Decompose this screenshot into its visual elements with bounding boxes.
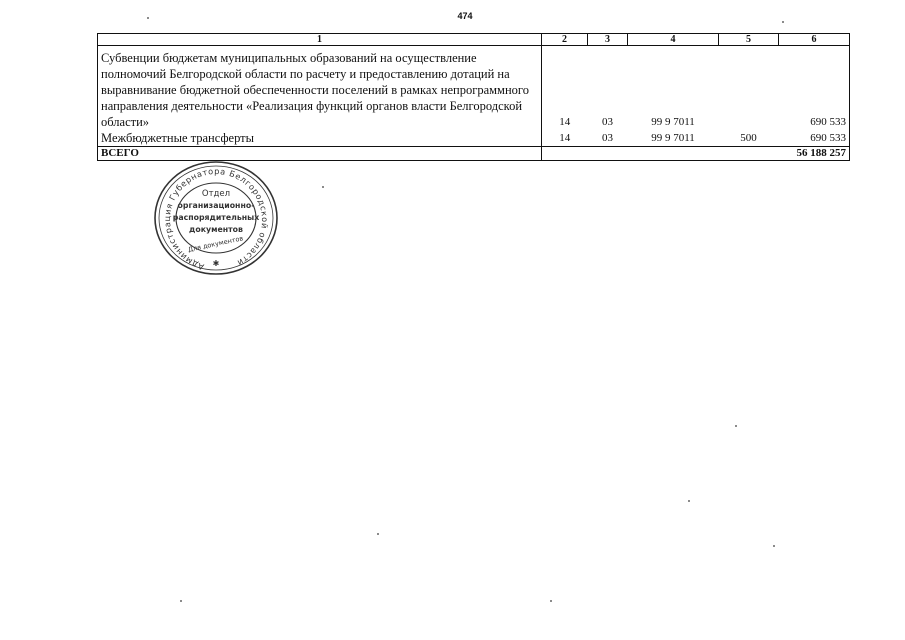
scan-speckle <box>773 545 775 547</box>
row-expense-type <box>719 46 779 131</box>
row-expense-type: 500 <box>740 132 757 144</box>
stamp-bottom-text: Для документов <box>187 234 244 254</box>
column-header: 5 <box>719 34 779 46</box>
scan-speckle <box>735 425 737 427</box>
column-header: 1 <box>98 34 542 46</box>
column-header: 6 <box>779 34 850 46</box>
row-target-article: 99 9 7011 <box>651 116 695 128</box>
stamp-inner-line: документов <box>189 225 243 234</box>
budget-table <box>97 33 850 161</box>
row-section: 14 <box>542 130 588 147</box>
row-target-article: 99 9 7011 <box>651 132 695 144</box>
scan-speckle <box>550 600 552 602</box>
scan-speckle <box>322 186 324 188</box>
star-icon: ✱ <box>212 259 220 268</box>
total-spacer <box>719 147 779 161</box>
scan-speckle <box>688 500 690 502</box>
stamp-inner-line: организационно- <box>177 201 255 210</box>
column-header: 4 <box>628 34 719 46</box>
row-amount: 690 533 <box>779 130 850 147</box>
scan-speckle <box>180 600 182 602</box>
row-subsection: 03 <box>602 132 613 144</box>
page-number: 474 <box>457 11 473 21</box>
total-spacer <box>542 147 588 161</box>
row-section: 14 <box>542 46 588 131</box>
table-row <box>98 46 850 131</box>
row-description: Межбюджетные трансферты <box>98 130 542 147</box>
column-header: 2 <box>542 34 588 46</box>
total-spacer <box>588 147 628 161</box>
official-stamp <box>152 158 280 276</box>
row-amount: 690 533 <box>779 46 850 131</box>
column-header: 3 <box>588 34 628 46</box>
table-header-row <box>98 34 850 46</box>
row-description: Субвенции бюджетам муниципальных образований на осуществление полномочий Белгородской области по расчету и предоставлению дотаций на выравнивание бюджетной обеспеченности поселений в рамках непрограммного направления деятельности «Реализация функций органов власти Белгородской области» <box>98 46 542 131</box>
stamp-inner-line: распорядительных <box>172 213 260 222</box>
stamp-inner-line: Отдел <box>201 189 231 199</box>
stamp-outer-text: Администрация Губернатора Белгородской области <box>161 165 271 273</box>
stamp-seal-icon <box>152 158 280 276</box>
row-subsection: 03 <box>602 116 613 128</box>
total-label: ВСЕГО <box>98 147 542 161</box>
scan-speckle <box>377 533 379 535</box>
table-row <box>98 130 850 147</box>
total-spacer <box>628 147 719 161</box>
scan-speckle <box>147 17 149 19</box>
scan-speckle <box>782 21 784 23</box>
total-amount: 56 188 257 <box>779 147 850 161</box>
